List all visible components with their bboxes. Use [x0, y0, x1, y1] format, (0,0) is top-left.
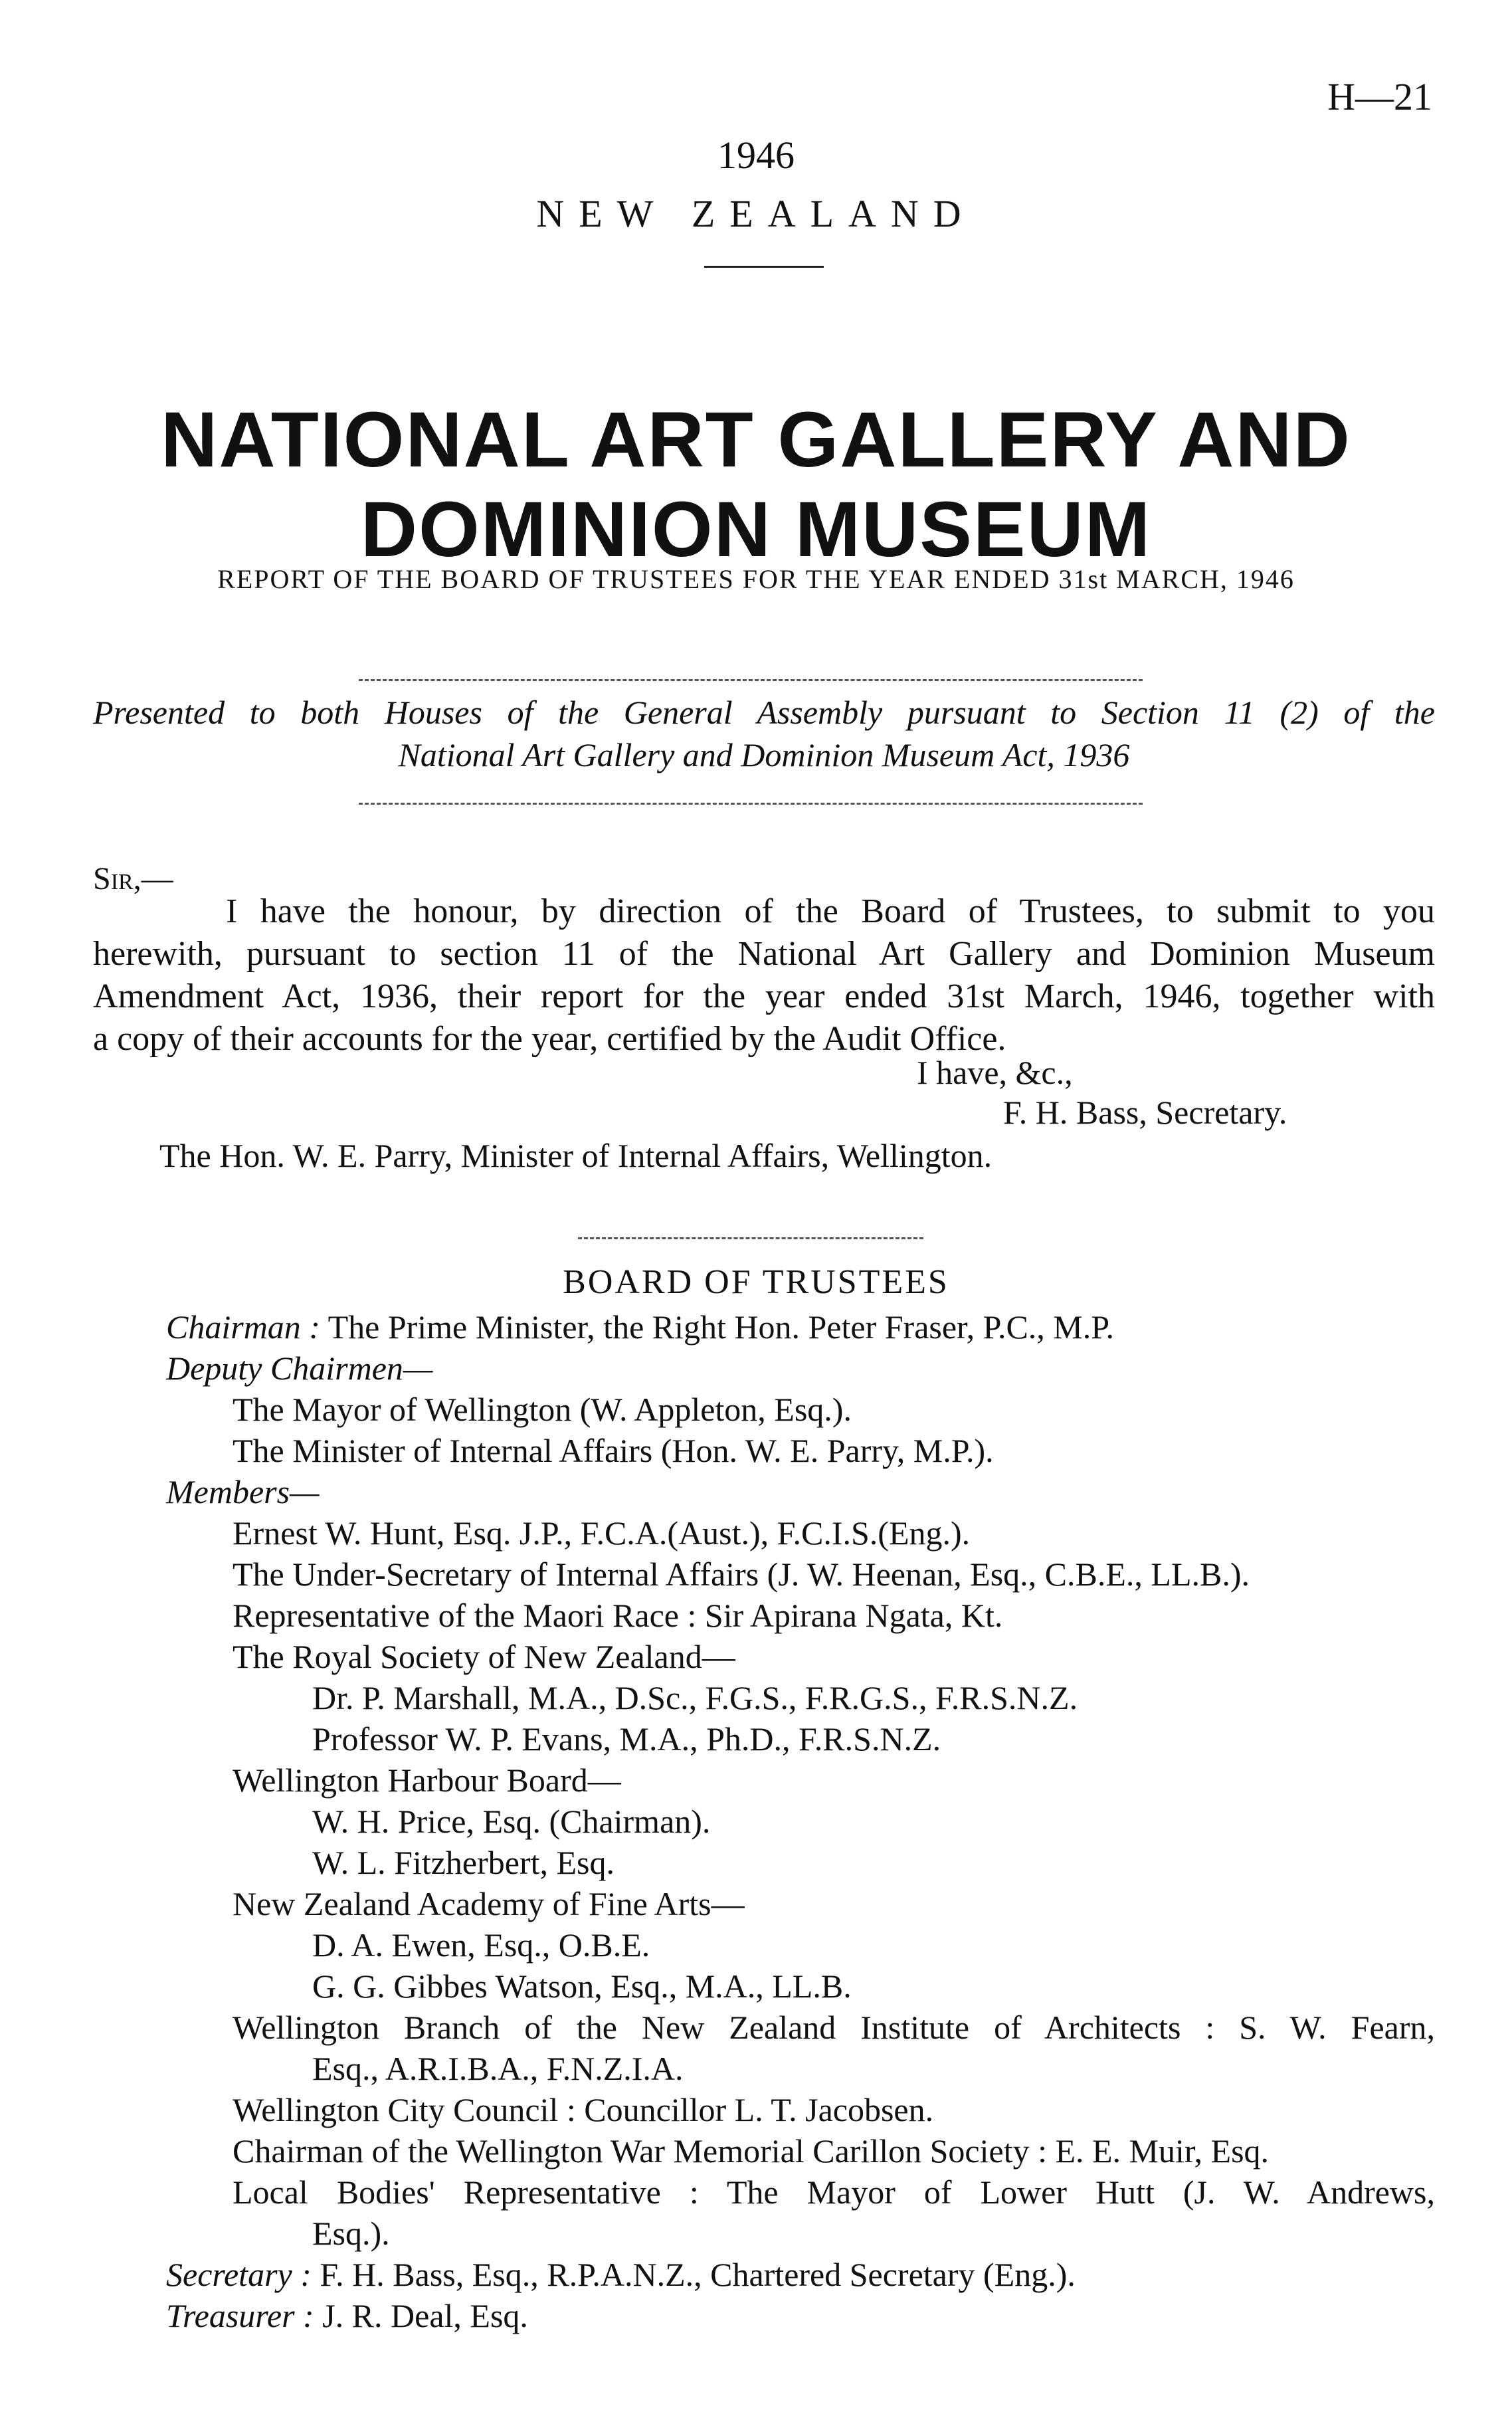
letter-addressee: The Hon. W. E. Parry, Minister of Internal Affairs, Wellington.	[159, 1137, 992, 1174]
deputy-label: Deputy Chairmen—	[166, 1350, 433, 1387]
document-subtitle: REPORT OF THE BOARD OF TRUSTEES FOR THE YEAR ENDED 31st MARCH, 1946	[217, 564, 1295, 594]
report-year: 1946	[717, 134, 795, 177]
country-heading: NEW ZEALAND	[536, 192, 976, 235]
dashed-divider-bottom	[578, 1237, 923, 1239]
members-label: Members—	[166, 1473, 320, 1510]
letter-line: Amendment Act, 1936, their report for the year ended 31st March, 1946, together with	[93, 977, 1435, 1015]
chairman-label: Chairman :	[166, 1308, 320, 1346]
letter-closing: I have, &c.,	[917, 1054, 1073, 1091]
letter-signature: F. H. Bass, Secretary.	[1003, 1094, 1287, 1131]
treasurer-label: Treasurer :	[166, 2297, 314, 2334]
presentation-line-2: National Art Gallery and Dominion Museum Act, 1936	[398, 736, 1130, 773]
salutation: Sir,—	[93, 861, 173, 896]
letter-line: a copy of their accounts for the year, certified by the Audit Office.	[93, 1020, 1006, 1058]
treasurer-row	[166, 2296, 528, 2335]
chairman-text: The Prime Minister, the Right Hon. Peter Fraser, P.C., M.P.	[328, 1308, 1115, 1346]
secretary-text: F. H. Bass, Esq., R.P.A.N.Z., Chartered Secretary (Eng.).	[320, 2256, 1076, 2293]
member-line: Dr. P. Marshall, M.A., D.Sc., F.G.S., F.R.G.S., F.R.S.N.Z.	[312, 1679, 1078, 1716]
member-line: The Royal Society of New Zealand—	[233, 1638, 735, 1675]
member-line: Wellington Branch of the New Zealand Institute of Architects : S. W. Fearn,	[233, 2009, 1435, 2046]
member-line: Chairman of the Wellington War Memorial Carillon Society : E. E. Muir, Esq.	[233, 2132, 1270, 2170]
member-line: Ernest W. Hunt, Esq. J.P., F.C.A.(Aust.), F.C.I.S.(Eng.).	[233, 1514, 971, 1552]
member-line: Professor W. P. Evans, M.A., Ph.D., F.R.S.N.Z.	[312, 1720, 941, 1758]
board-heading: BOARD OF TRUSTEES	[563, 1263, 949, 1301]
member-line: Wellington Harbour Board—	[233, 1762, 621, 1799]
dashed-divider-top	[359, 679, 1143, 681]
member-line: Esq.).	[312, 2215, 390, 2252]
letter-body	[93, 890, 1435, 1060]
member-line: W. L. Fitzherbert, Esq.	[312, 1844, 615, 1881]
secretary-label: Secretary :	[166, 2256, 312, 2293]
page-code: H—21	[1327, 75, 1432, 118]
member-line: W. H. Price, Esq. (Chairman).	[312, 1803, 711, 1840]
short-divider	[704, 266, 824, 268]
letter-line: herewith, pursuant to section 11 of the National Art Gallery and Dominion Museum	[93, 935, 1435, 973]
member-line: Local Bodies' Representative : The Mayor of Lower Hutt (J. W. Andrews,	[233, 2173, 1435, 2211]
chairman-row	[166, 1308, 1114, 1346]
secretary-row	[166, 2255, 1076, 2294]
title-line-2: DOMINION MUSEUM	[360, 486, 1152, 573]
member-line: The Under-Secretary of Internal Affairs (J. W. Heenan, Esq., C.B.E., LL.B.).	[233, 1556, 1250, 1593]
treasurer-text: J. R. Deal, Esq.	[322, 2297, 528, 2334]
member-line: G. G. Gibbes Watson, Esq., M.A., LL.B.	[312, 1968, 852, 2005]
title-line-1: NATIONAL ART GALLERY AND	[161, 396, 1351, 484]
deputy-line: The Minister of Internal Affairs (Hon. W. E. Parry, M.P.).	[233, 1432, 994, 1469]
deputy-line: The Mayor of Wellington (W. Appleton, Esq.).	[233, 1391, 852, 1428]
member-line: New Zealand Academy of Fine Arts—	[233, 1885, 745, 1922]
dashed-divider-middle	[359, 803, 1143, 805]
presentation-line-1: Presented to both Houses of the General Assembly pursuant to Section 11 (2) of the	[93, 694, 1435, 731]
member-line: Esq., A.R.I.B.A., F.N.Z.I.A.	[312, 2050, 684, 2087]
member-line: Wellington City Council : Councillor L. T. Jacobsen.	[233, 2091, 934, 2128]
document-title	[0, 395, 1512, 575]
member-line: D. A. Ewen, Esq., O.B.E.	[312, 1926, 650, 1964]
member-line: Representative of the Maori Race : Sir Apirana Ngata, Kt.	[233, 1597, 1003, 1634]
letter-line: I have the honour, by direction of the Board of Trustees, to submit to you	[226, 892, 1435, 930]
presentation-note	[93, 691, 1435, 776]
